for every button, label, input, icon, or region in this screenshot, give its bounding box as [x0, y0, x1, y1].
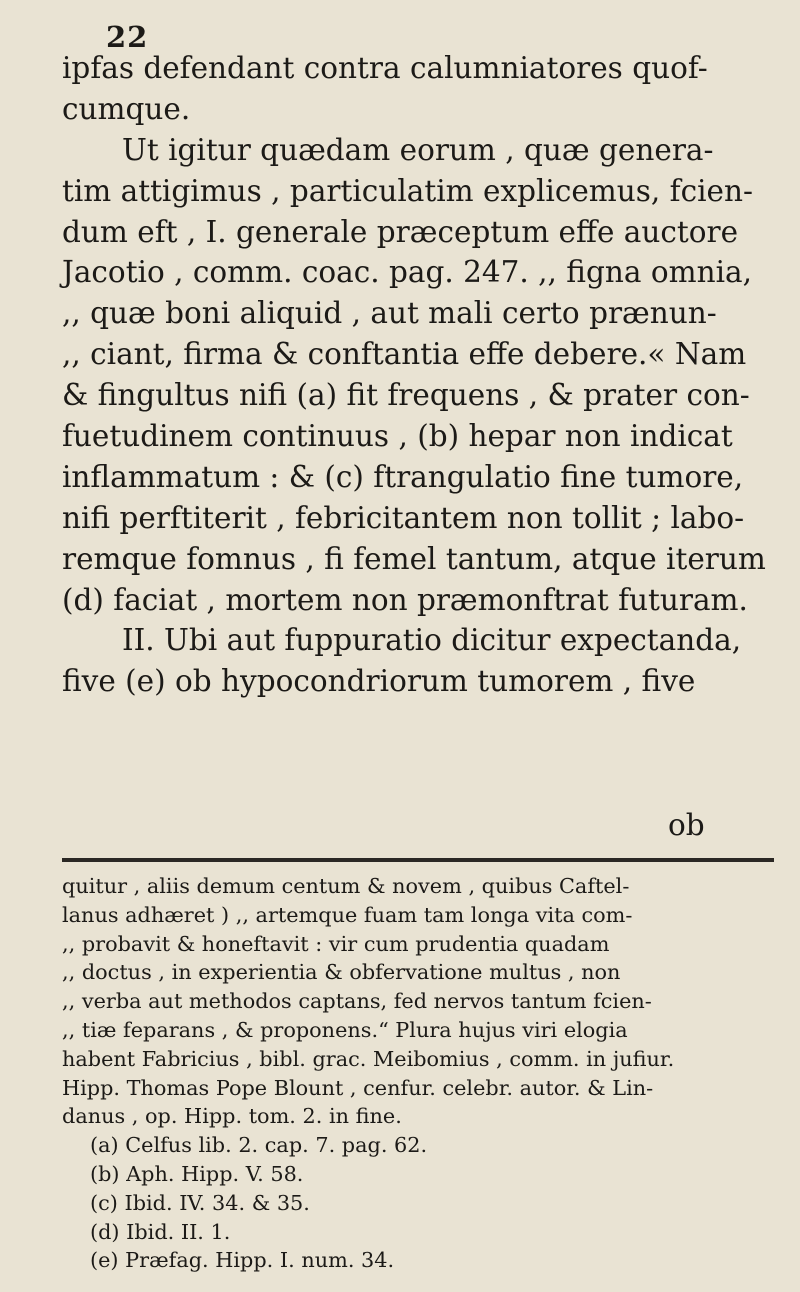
text-line: ,, ciant, firma & conftantia effe debere.« Nam	[62, 337, 747, 372]
footnote-area	[62, 872, 774, 1275]
text-line: five (e) ob hypocondriorum tumorem , five	[62, 664, 696, 699]
footnote: (b) Aph. Hipp. V. 58.	[90, 1161, 304, 1186]
note-line: habent Fabricius , bibl. grac. Meibomius , comm. in jufiur.	[62, 1046, 675, 1071]
footnote-divider	[62, 858, 774, 862]
text-line: Ut igitur quædam eorum , quæ genera-	[122, 132, 714, 167]
footnote: (e) Præfag. Hipp. I. num. 34.	[90, 1248, 395, 1273]
text-line: II. Ubi aut fuppuratio dicitur expectanda,	[122, 623, 742, 658]
text-line: Jacotio , comm. coac. pag. 247. ,, figna omnia,	[62, 255, 752, 290]
text-line: remque fomnus , fi femel tantum, atque iterum	[62, 541, 766, 576]
catchword: ob	[668, 808, 705, 842]
text-line: tim attigimus , particulatim explicemus, fcien-	[62, 173, 753, 208]
text-line: dum eft , I. generale præceptum effe auctore	[62, 214, 739, 249]
text-line: fuetudinem continuus , (b) hepar non indicat	[62, 419, 733, 454]
text-line: & fingultus nifi (a) fit frequens , & prater con-	[62, 378, 750, 413]
text-line: nifi perftiterit , febricitantem non tollit ; labo-	[62, 500, 745, 535]
note-line: Hipp. Thomas Pope Blount , cenfur. celebr. autor. & Lin-	[62, 1075, 654, 1100]
note-line: ,, probavit & honeftavit : vir cum prudentia quadam	[62, 931, 610, 956]
text-line: cumque.	[62, 91, 191, 126]
note-line: ,, verba aut methodos captans, fed nervos tantum fcien-	[62, 989, 652, 1014]
note-line: ,, doctus , in experientia & obfervatione multus , non	[62, 960, 621, 985]
note-line: danus , op. Hipp. tom. 2. in fine.	[62, 1104, 402, 1129]
note-line: quitur , aliis demum centum & novem , quibus Caftel-	[62, 874, 630, 898]
text-line: inflammatum : & (c) ftrangulatio fine tumore,	[62, 459, 744, 494]
page-number: 22	[106, 20, 149, 54]
footnote: (d) Ibid. II. 1.	[90, 1219, 231, 1244]
note-line: lanus adhæret ) ,, artemque fuam tam longa vita com-	[62, 902, 633, 927]
main-text	[62, 48, 774, 702]
text-line: ipfas defendant contra calumniatores quof-	[62, 51, 708, 85]
text-line: (d) faciat , mortem non præmonftrat futuram.	[62, 582, 748, 617]
text-line: ,, quæ boni aliquid , aut mali certo prænun-	[62, 296, 717, 331]
note-line: ,, tiæ feparans , & proponens.“ Plura hujus viri elogia	[62, 1017, 628, 1042]
footnote: (a) Celfus lib. 2. cap. 7. pag. 62.	[90, 1133, 428, 1158]
footnote: (c) Ibid. IV. 34. & 35.	[90, 1190, 310, 1215]
